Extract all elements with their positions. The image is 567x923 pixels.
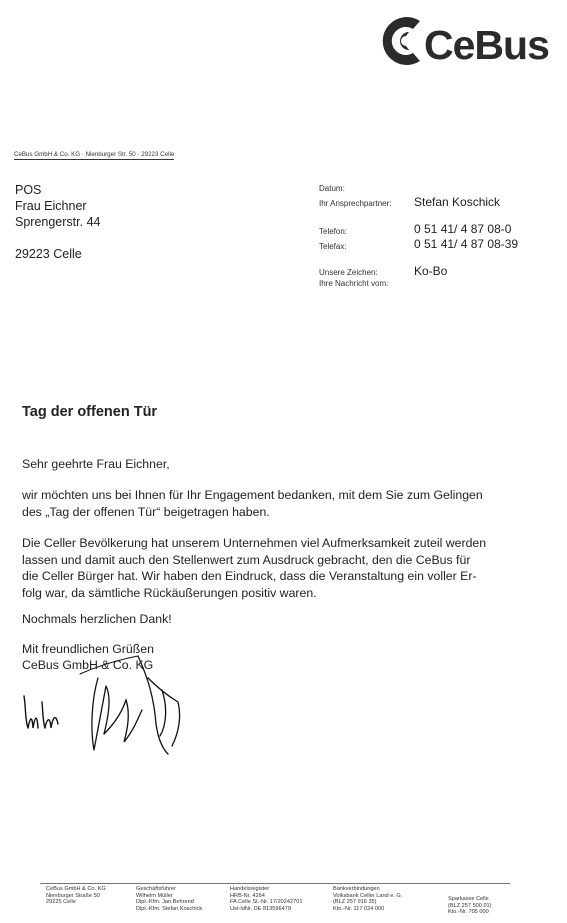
footer-divider	[40, 883, 510, 884]
fax-label: Telefax:	[319, 242, 347, 251]
your-message-label: Ihre Nachricht vom:	[319, 279, 389, 288]
footer-bank-2: Sparkasse Celle (BLZ 257 500 01) Kto.-Nr. 705 000	[448, 896, 492, 916]
phone-label: Telefon:	[319, 227, 348, 236]
letter-subject: Tag der offenen Tür	[22, 404, 158, 420]
footer-bank-1: Bankverbindungen Volksbank Celler Land e. G. (BLZ 257 916 35) Kto.-Nr. 117 024 000	[333, 886, 403, 912]
cebus-logo-mark-icon	[378, 12, 428, 70]
sender-return-line: CeBus GmbH & Co. KG · Nienburger Str. 50 · 29223 Celle	[14, 151, 175, 158]
reference-value: Ko-Bo	[414, 264, 448, 278]
paragraph-3: Nochmals herzlichen Dank!	[22, 612, 172, 626]
logo-wordmark: CeBus	[424, 22, 549, 68]
closing-company: CeBus GmbH & Co. KG	[22, 658, 154, 672]
signature-icon	[78, 638, 190, 758]
contact-value: Stefan Koschick	[414, 195, 501, 209]
contact-label: Ihr Ansprechpartner:	[319, 199, 392, 208]
fax-value: 0 51 41/ 4 87 08-39	[414, 237, 519, 251]
recipient-street: Sprengerstr. 44	[15, 215, 101, 229]
salutation: Sehr geehrte Frau Eichner,	[22, 457, 170, 471]
recipient-name: Frau Eichner	[15, 199, 87, 213]
footer-register: Handelsregister HRB-Nr. 4264 FA Celle St.-Nr. 17/20242701 Ust-IdNr. DE 813596479	[230, 886, 303, 912]
closing-greeting: Mit freundlichen Grüßen	[22, 642, 154, 656]
company-logo	[378, 12, 560, 70]
phone-value: 0 51 41/ 4 87 08-0	[414, 222, 512, 236]
reference-label: Unsere Zeichen:	[319, 268, 378, 277]
recipient-city: 29223 Celle	[15, 247, 82, 261]
paragraph-2: Die Celler Bevölkerung hat unserem Unternehmen viel Aufmerksamkeit zuteil werden lassen und damit auch den Stellenwert zum Ausdruck gebracht, den die CeBus für die Celler Bürger hat. Wir haben den Eindruck, dass die Veranstaltung ein voller Er- folg war, da sämtliche Rückäußerungen positiv waren.	[22, 536, 487, 600]
footer-management: Geschäftsführer Wilhelm Müller Dipl.-Kfm. Jan Behrend Dipl.-Kfm. Stefan Koschick	[136, 886, 203, 912]
date-label: Datum:	[319, 184, 345, 193]
paragraph-1: wir möchten uns bei Ihnen für Ihr Engagement bedanken, mit dem Sie zum Gelingen des „Tag der offenen Tür“ beigetragen haben.	[22, 488, 483, 519]
footer-company-address: CeBus GmbH & Co. KG Nienburger Straße 50 29225 Celle	[46, 886, 106, 906]
signature-initials-icon	[20, 688, 65, 733]
recipient-line-1: POS	[15, 183, 42, 197]
